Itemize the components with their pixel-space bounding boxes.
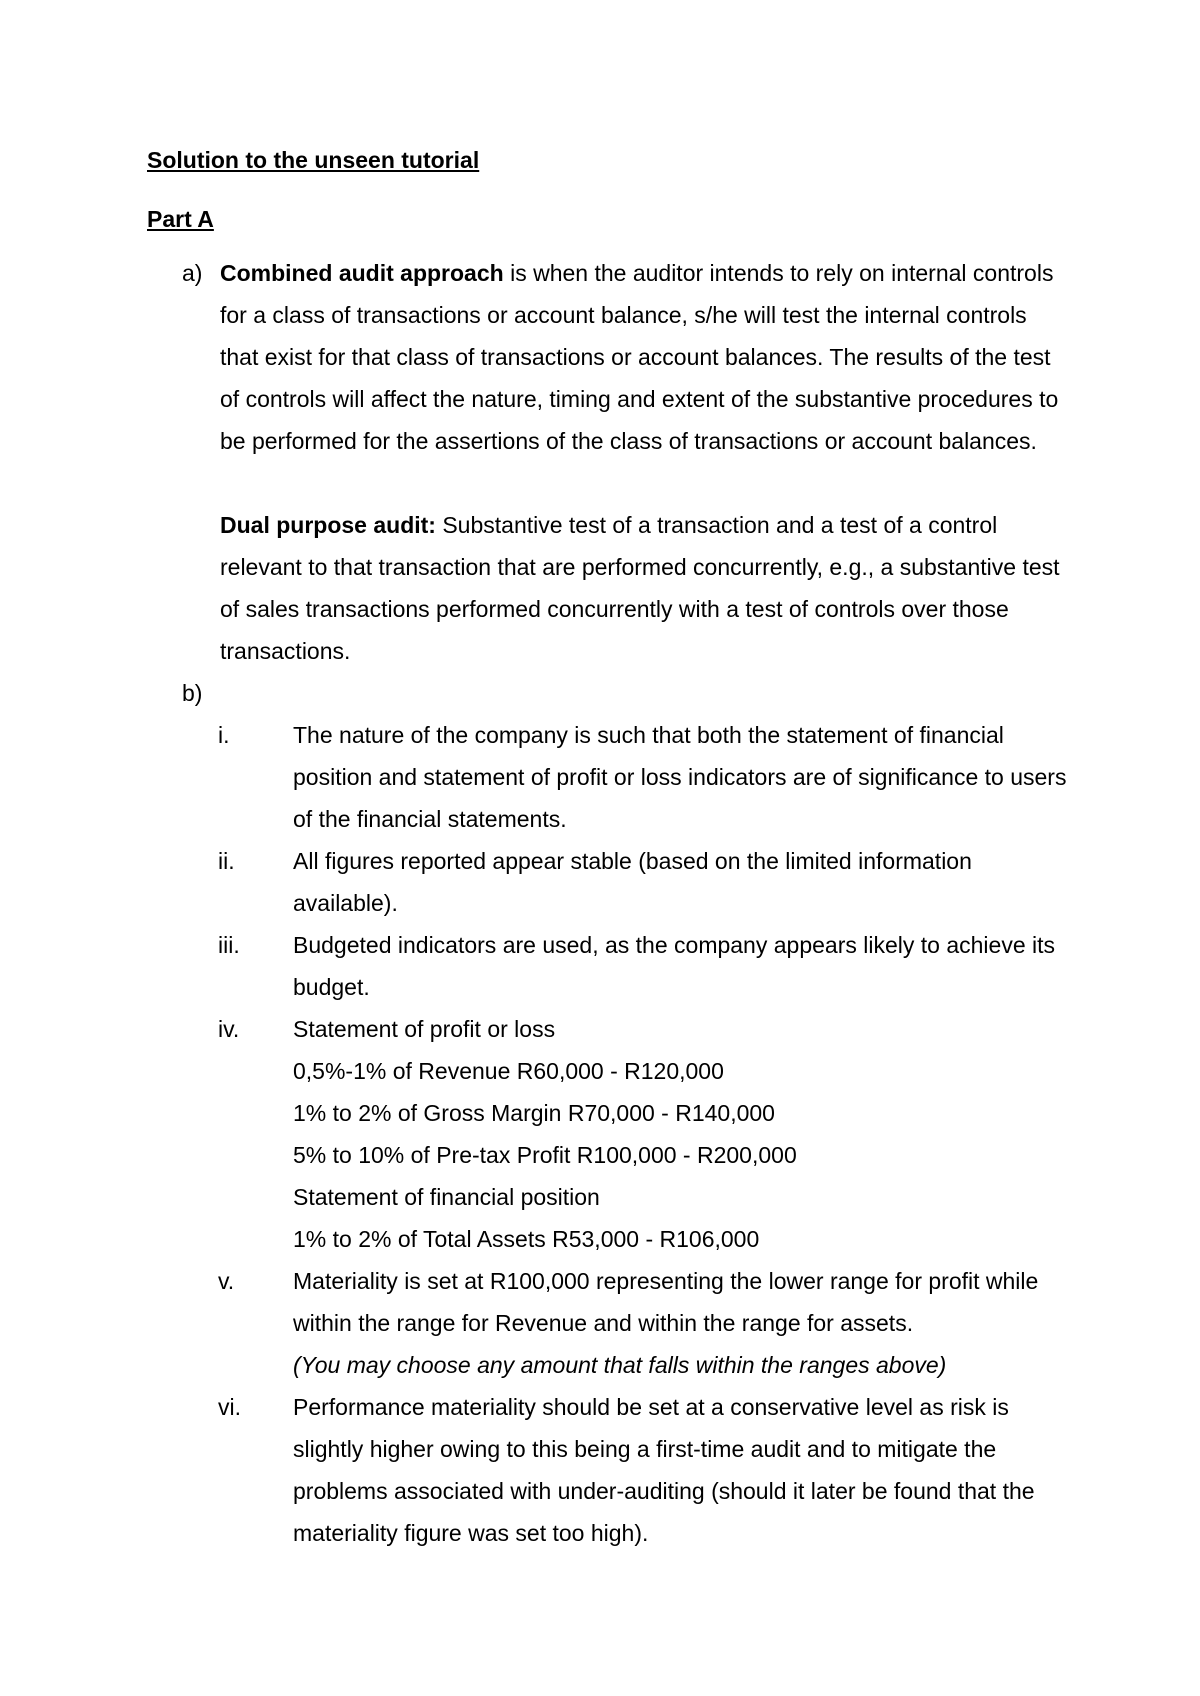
materiality-line: 1% to 2% of Total Assets R53,000 - R106,000: [293, 1226, 760, 1252]
list-item-iii: Budgeted indicators are used, as the company appears likely to achieve its budget.: [293, 932, 1055, 1000]
combined-audit-term: Combined audit approach: [220, 260, 504, 286]
roman-marker-i: i.: [218, 722, 230, 748]
combined-audit-paragraph: [220, 252, 1070, 462]
materiality-line: Statement of financial position: [293, 1184, 600, 1210]
list-item-vi: Performance materiality should be set at a conservative level as risk is slightly higher owing to this being a first-time audit and to mitigate the problems associated with under-auditing (should it later be found that the materiality figure was set too high).: [293, 1394, 1035, 1546]
list-item-v-note: (You may choose any amount that falls within the ranges above): [293, 1352, 947, 1378]
roman-marker-ii: ii.: [218, 848, 235, 874]
roman-marker-v: v.: [218, 1268, 235, 1294]
dual-purpose-paragraph: [220, 504, 1070, 672]
list-item-iv: [293, 1008, 1073, 1260]
combined-audit-definition: is when the auditor intends to rely on internal controls for a class of transactions or account balance, s/he will test the internal controls that exist for that class of transactions or account balances. The results of the test of controls will affect the nature, timing and extent of the substantive procedures to be performed for the assertions of the class of transactions or account balances.: [220, 260, 1059, 454]
list-item-ii: All figures reported appear stable (based on the limited information available).: [293, 848, 972, 916]
document-title: Solution to the unseen tutorial: [147, 147, 480, 173]
item-marker-b: b): [182, 680, 203, 706]
list-item-v-text: Materiality is set at R100,000 representing the lower range for profit while within the range for Revenue and within the range for assets.: [293, 1268, 1039, 1336]
roman-marker-iv: iv.: [218, 1016, 240, 1042]
list-item-i: The nature of the company is such that both the statement of financial position and statement of profit or loss indicators are of significance to users of the financial statements.: [293, 722, 1067, 832]
roman-marker-iii: iii.: [218, 932, 240, 958]
roman-marker-vi: vi.: [218, 1394, 241, 1420]
dual-purpose-term: Dual purpose audit:: [220, 512, 436, 538]
materiality-line: 5% to 10% of Pre-tax Profit R100,000 - R200,000: [293, 1142, 797, 1168]
materiality-line: Statement of profit or loss: [293, 1016, 556, 1042]
part-heading: Part A: [147, 206, 214, 232]
materiality-line: 1% to 2% of Gross Margin R70,000 - R140,000: [293, 1100, 775, 1126]
dual-purpose-definition: Substantive test of a transaction and a test of a control relevant to that transaction that are performed concurrently, e.g., a substantive test of sales transactions performed concurrently with a test of controls over those transactions.: [220, 512, 1060, 664]
materiality-line: 0,5%-1% of Revenue R60,000 - R120,000: [293, 1058, 724, 1084]
list-item-v: [293, 1260, 1073, 1386]
item-marker-a: a): [182, 260, 203, 286]
